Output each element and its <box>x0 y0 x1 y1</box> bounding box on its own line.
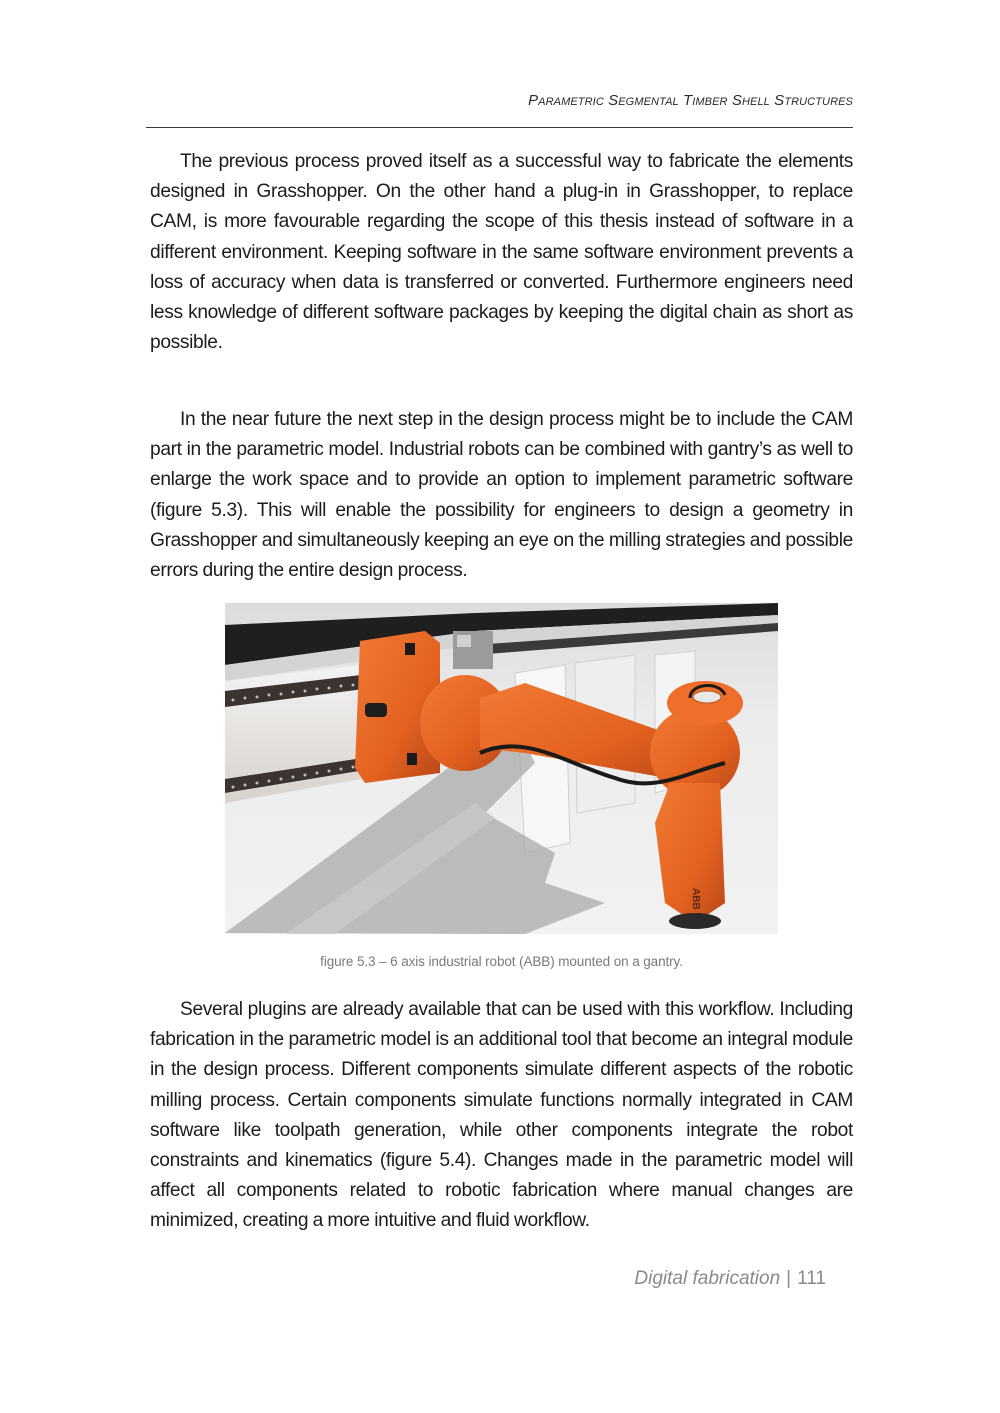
paragraph-text: The previous process proved itself as a successful way to fabricate the elements designed in Grasshopper. On the other hand a plug-in in Grasshopper, to replace CAM, is more favourable regarding the scope of this thesis instead of software in a different environment. Keeping software in the same software environment prevents a loss of accuracy when data is transferred or converted. Furthermore engineers need less knowledge of different software packages by keeping the digital chain as short as possible. <box>150 151 853 354</box>
figure-robot-gantry-image <box>225 603 778 934</box>
footer-section-title: Digital fabrication <box>634 1268 781 1289</box>
paragraph-text: In the near future the next step in the design process might be to include the CAM part in the parametric model. Industrial robots can be combined with gantry’s as well to enlarge the work space and to provide an option to implement parametric software (figure 5.3). This will enable the possibility for engineers to design a geometry in Grasshopper and simultaneously keeping an eye on the milling strategies and possible errors during the entire design process. <box>150 409 853 582</box>
paragraph-text: Several plugins are already available that can be used with this workflow. Including fabrication in the parametric model is an additional tool that become an integral module in the design process. Different components simulate different aspects of the robotic milling process. Certain components simulate functions normally integrated in CAM software like toolpath generation, while other components integrate the robot constraints and kinematics (figure 5.4). Changes made in the parametric model will affect all components related to robotic fabrication where manual changes are minimized, creating a more intuitive and fluid workflow. <box>150 999 853 1232</box>
page-number: 111 <box>797 1268 826 1289</box>
paragraph-3 <box>150 995 853 1237</box>
paragraph-1 <box>150 147 853 358</box>
footer-separator: | <box>786 1268 792 1289</box>
figure-caption: figure 5.3 – 6 axis industrial robot (ABB) mounted on a gantry. <box>320 954 683 969</box>
abb-logo-text: ABB <box>690 888 701 910</box>
page-footer <box>634 1268 826 1290</box>
running-header-title: Parametric Segmental Timber Shell Structures <box>528 92 853 109</box>
header-rule <box>146 127 853 128</box>
paragraph-2 <box>150 405 853 586</box>
